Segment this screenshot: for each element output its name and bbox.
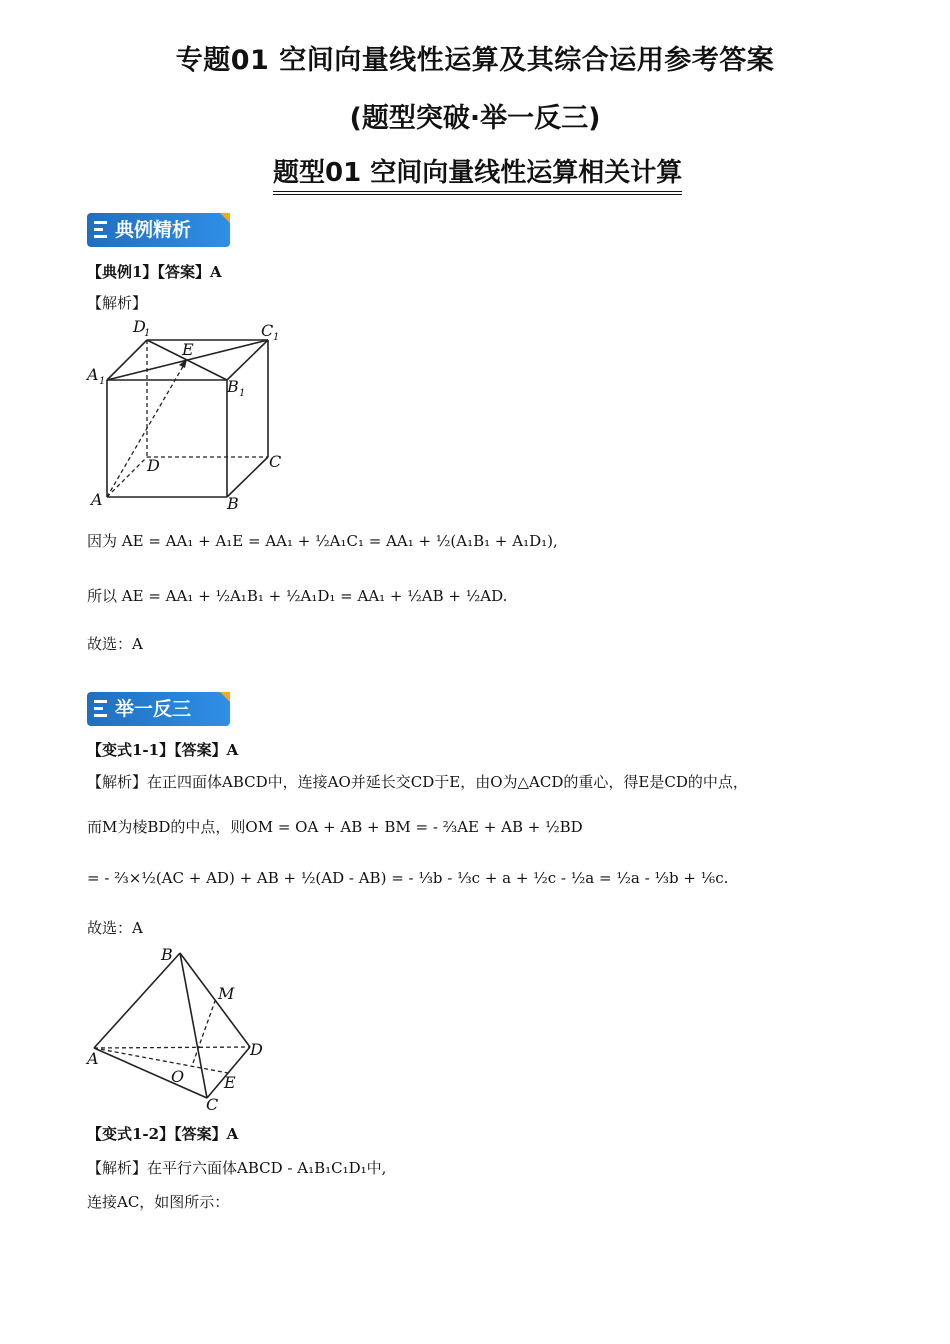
label-A: A <box>87 1049 99 1068</box>
sub-C1: 1 <box>273 332 280 343</box>
label-C1: C <box>261 321 274 340</box>
label-E: E <box>182 340 194 359</box>
label-C: C <box>269 452 282 471</box>
example1-analysis-label: 【解析】 <box>87 294 148 312</box>
badge-corner <box>220 213 230 223</box>
badge-label: 典例精析 <box>115 219 192 241</box>
label-C: C <box>206 1095 219 1114</box>
label-O: O <box>171 1067 185 1086</box>
variant2-analysis-2: 连接AC，如图所示： <box>87 1193 230 1211</box>
section-title: 题型01 空间向量线性运算相关计算 <box>273 152 682 195</box>
menu-lines-icon <box>94 221 107 242</box>
label-B: B <box>227 494 239 513</box>
label-M: M <box>218 984 235 1003</box>
page-subtitle: (题型突破·举一反三) <box>349 103 601 134</box>
label-D: D <box>147 456 160 475</box>
menu-lines-icon <box>94 700 107 721</box>
label-B: B <box>161 945 173 964</box>
section-badge-examples <box>87 213 230 247</box>
label-D1: D <box>133 317 146 336</box>
label-E: E <box>224 1073 236 1092</box>
label-A: A <box>91 490 103 509</box>
example1-answer: 故选：A <box>87 635 143 653</box>
tetrahedron-figure <box>85 940 285 1115</box>
variant1-analysis-2: 而M为棱BD的中点，则OM = OA + AB + BM = - ⅔AE + AB + ½BD <box>87 818 583 836</box>
variant2-analysis-1: 【解析】在平行六面体ABCD - A₁B₁C₁D₁中, <box>87 1159 387 1177</box>
page-title: 专题01 空间向量线性运算及其综合运用参考答案 <box>175 45 775 76</box>
section-badge-variants <box>87 692 230 726</box>
example1-head: 【典例1】【答案】A <box>87 263 222 281</box>
variant1-analysis-3: = - ⅔×½(AC + AD) + AB + ½(AD - AB) = - ⅓b - ⅓c + a + ½c - ½a = ½a - ⅓b + ⅙c. <box>87 869 729 887</box>
variant1-head: 【变式1-1】【答案】A <box>87 741 239 759</box>
variant1-analysis-1: 【解析】在正四面体ABCD中，连接AO并延长交CD于E，由O为△ACD的重心，得E是CD的中点， <box>87 773 748 791</box>
sub-D1: 1 <box>144 328 151 339</box>
sub-B1: 1 <box>239 388 246 399</box>
cube-figure <box>85 315 295 515</box>
label-B1: B <box>227 377 239 396</box>
variant1-answer: 故选：A <box>87 919 143 937</box>
badge-corner <box>220 692 230 702</box>
sub-A1: 1 <box>99 376 106 387</box>
badge-label: 举一反三 <box>115 698 192 720</box>
example1-equation-1: 因为 AE = AA₁ + A₁E = AA₁ + ½A₁C₁ = AA₁ + ½(A₁B₁ + A₁D₁), <box>87 532 558 550</box>
label-D: D <box>250 1040 263 1059</box>
label-A1: A <box>87 365 99 384</box>
variant2-head: 【变式1-2】【答案】A <box>87 1125 239 1143</box>
example1-equation-2: 所以 AE = AA₁ + ½A₁B₁ + ½A₁D₁ = AA₁ + ½AB + ½AD. <box>87 587 508 605</box>
